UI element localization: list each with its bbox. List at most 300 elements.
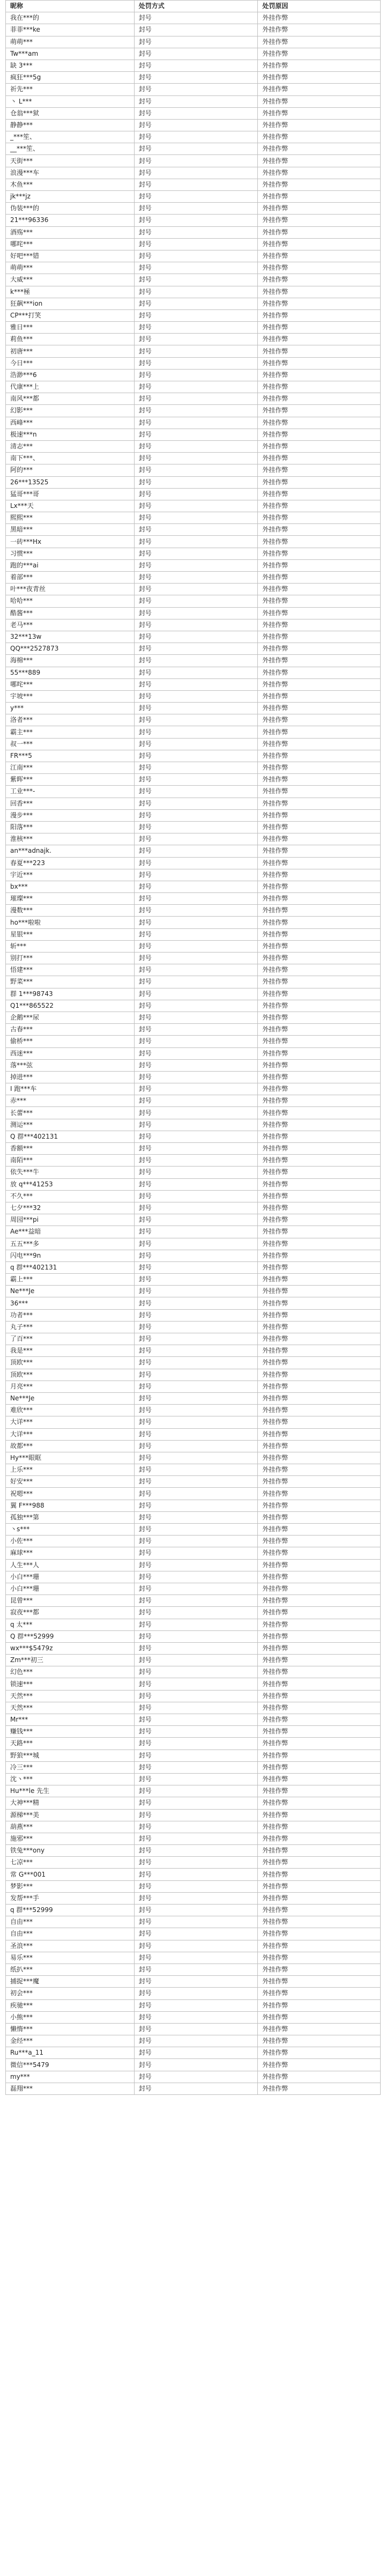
cell-reason: 外挂作弊 bbox=[258, 274, 381, 286]
table-row bbox=[6, 1440, 381, 1452]
cell-penalty: 封号 bbox=[134, 774, 258, 786]
cell-penalty: 封号 bbox=[134, 357, 258, 369]
cell-penalty: 封号 bbox=[134, 322, 258, 334]
cell-penalty: 封号 bbox=[134, 191, 258, 203]
cell-nickname: 易乐*** bbox=[6, 1952, 135, 1964]
cell-reason: 外挂作弊 bbox=[258, 1905, 381, 1916]
cell-reason: 外挂作弊 bbox=[258, 1131, 381, 1142]
cell-nickname: 哪咤*** bbox=[6, 238, 135, 250]
table-row bbox=[6, 738, 381, 750]
cell-reason: 外挂作弊 bbox=[258, 2035, 381, 2047]
cell-penalty: 封号 bbox=[134, 2035, 258, 2047]
cell-penalty: 封号 bbox=[134, 215, 258, 226]
cell-reason: 外挂作弊 bbox=[258, 1773, 381, 1785]
cell-reason: 外挂作弊 bbox=[258, 1999, 381, 2011]
table-row bbox=[6, 1976, 381, 1988]
cell-reason: 外挂作弊 bbox=[258, 1071, 381, 1083]
cell-reason: 外挂作弊 bbox=[258, 1000, 381, 1012]
cell-penalty: 封号 bbox=[134, 1321, 258, 1333]
table-row bbox=[6, 1381, 381, 1392]
cell-penalty: 封号 bbox=[134, 345, 258, 357]
cell-penalty: 封号 bbox=[134, 1059, 258, 1071]
table-row bbox=[6, 1071, 381, 1083]
cell-reason: 外挂作弊 bbox=[258, 940, 381, 952]
cell-penalty: 封号 bbox=[134, 1642, 258, 1654]
cell-penalty: 封号 bbox=[134, 845, 258, 857]
cell-nickname: 小熊*** bbox=[6, 2011, 135, 2023]
cell-reason: 外挂作弊 bbox=[258, 738, 381, 750]
cell-nickname: 西峰*** bbox=[6, 417, 135, 429]
cell-penalty: 封号 bbox=[134, 667, 258, 678]
cell-reason: 外挂作弊 bbox=[258, 1619, 381, 1630]
cell-nickname: 菲菲***ke bbox=[6, 24, 135, 36]
table-row bbox=[6, 1761, 381, 1773]
cell-reason: 外挂作弊 bbox=[258, 762, 381, 774]
cell-penalty: 封号 bbox=[134, 821, 258, 833]
cell-penalty: 封号 bbox=[134, 1500, 258, 1511]
table-row bbox=[6, 1905, 381, 1916]
cell-nickname: 野狼***城 bbox=[6, 1750, 135, 1761]
cell-reason: 外挂作弊 bbox=[258, 1511, 381, 1523]
table-row bbox=[6, 1095, 381, 1107]
cell-reason: 外挂作弊 bbox=[258, 1916, 381, 1928]
cell-penalty: 封号 bbox=[134, 334, 258, 345]
cell-nickname: 天然*** bbox=[6, 1702, 135, 1714]
cell-reason: 外挂作弊 bbox=[258, 1428, 381, 1440]
cell-penalty: 封号 bbox=[134, 1571, 258, 1583]
cell-penalty: 封号 bbox=[134, 1785, 258, 1797]
cell-reason: 外挂作弊 bbox=[258, 1167, 381, 1178]
table-row bbox=[6, 1773, 381, 1785]
table-row bbox=[6, 48, 381, 60]
table-row bbox=[6, 357, 381, 369]
cell-reason: 外挂作弊 bbox=[258, 1988, 381, 1999]
cell-reason: 外挂作弊 bbox=[258, 1286, 381, 1297]
cell-nickname: 习惯*** bbox=[6, 548, 135, 559]
cell-reason: 外挂作弊 bbox=[258, 464, 381, 476]
cell-penalty: 封号 bbox=[134, 500, 258, 512]
cell-penalty: 封号 bbox=[134, 833, 258, 845]
cell-reason: 外挂作弊 bbox=[258, 572, 381, 584]
table-row bbox=[6, 1119, 381, 1131]
cell-reason: 外挂作弊 bbox=[258, 1119, 381, 1131]
cell-penalty: 封号 bbox=[134, 155, 258, 167]
cell-penalty: 封号 bbox=[134, 1250, 258, 1261]
cell-reason: 外挂作弊 bbox=[258, 726, 381, 738]
cell-penalty: 封号 bbox=[134, 1143, 258, 1155]
cell-reason: 外挂作弊 bbox=[258, 690, 381, 702]
table-row bbox=[6, 1333, 381, 1345]
cell-nickname: 我在***的 bbox=[6, 12, 135, 24]
table-row bbox=[6, 1131, 381, 1142]
cell-reason: 外挂作弊 bbox=[258, 131, 381, 143]
table-row bbox=[6, 1880, 381, 1892]
cell-reason: 外挂作弊 bbox=[258, 476, 381, 488]
cell-penalty: 封号 bbox=[134, 179, 258, 190]
cell-penalty: 封号 bbox=[134, 309, 258, 321]
cell-nickname: 铁兔***ony bbox=[6, 1845, 135, 1857]
cell-nickname: 悟建*** bbox=[6, 964, 135, 976]
cell-reason: 外挂作弊 bbox=[258, 1547, 381, 1559]
cell-nickname: 了百*** bbox=[6, 1333, 135, 1345]
cell-penalty: 封号 bbox=[134, 1619, 258, 1630]
cell-nickname: 周园***pi bbox=[6, 1214, 135, 1226]
cell-penalty: 封号 bbox=[134, 1761, 258, 1773]
cell-penalty: 封号 bbox=[134, 631, 258, 643]
cell-penalty: 封号 bbox=[134, 1988, 258, 1999]
table-row bbox=[6, 774, 381, 786]
cell-penalty: 封号 bbox=[134, 1464, 258, 1476]
cell-reason: 外挂作弊 bbox=[258, 964, 381, 976]
cell-penalty: 封号 bbox=[134, 405, 258, 417]
cell-penalty: 封号 bbox=[134, 298, 258, 309]
table-row bbox=[6, 167, 381, 179]
cell-penalty: 封号 bbox=[134, 1107, 258, 1119]
table-row bbox=[6, 1928, 381, 1940]
cell-penalty: 封号 bbox=[134, 512, 258, 524]
cell-nickname: 宇近*** bbox=[6, 869, 135, 881]
cell-nickname: 小佐*** bbox=[6, 1536, 135, 1547]
table-row bbox=[6, 131, 381, 143]
cell-nickname: 顶欧*** bbox=[6, 1369, 135, 1381]
cell-nickname: 莉鱼*** bbox=[6, 334, 135, 345]
table-row bbox=[6, 1309, 381, 1321]
cell-penalty: 封号 bbox=[134, 1488, 258, 1500]
cell-reason: 外挂作弊 bbox=[258, 1845, 381, 1857]
cell-penalty: 封号 bbox=[134, 1131, 258, 1142]
table-row bbox=[6, 262, 381, 274]
cell-reason: 外挂作弊 bbox=[258, 2059, 381, 2071]
cell-penalty: 封号 bbox=[134, 678, 258, 690]
table-row bbox=[6, 1405, 381, 1416]
cell-nickname: 55***889 bbox=[6, 667, 135, 678]
cell-reason: 外挂作弊 bbox=[258, 440, 381, 452]
cell-nickname: 源梯***美 bbox=[6, 1809, 135, 1821]
table-row bbox=[6, 1226, 381, 1238]
cell-reason: 外挂作弊 bbox=[258, 1690, 381, 1702]
cell-nickname: 霸上*** bbox=[6, 1274, 135, 1286]
cell-nickname: 熙熙*** bbox=[6, 512, 135, 524]
table-row bbox=[6, 1024, 381, 1036]
cell-reason: 外挂作弊 bbox=[258, 1464, 381, 1476]
table-row bbox=[6, 1107, 381, 1119]
cell-nickname: Q1***865522 bbox=[6, 1000, 135, 1012]
cell-penalty: 封号 bbox=[134, 1809, 258, 1821]
cell-nickname: 漫步*** bbox=[6, 809, 135, 821]
cell-nickname: 依失***牛 bbox=[6, 1167, 135, 1178]
table-row bbox=[6, 1261, 381, 1273]
table-row bbox=[6, 976, 381, 988]
cell-reason: 外挂作弊 bbox=[258, 512, 381, 524]
cell-reason: 外挂作弊 bbox=[258, 1630, 381, 1642]
cell-penalty: 封号 bbox=[134, 750, 258, 762]
ban-list-table bbox=[5, 0, 381, 2095]
cell-reason: 外挂作弊 bbox=[258, 1964, 381, 1975]
table-row bbox=[6, 798, 381, 809]
cell-reason: 外挂作弊 bbox=[258, 1666, 381, 1678]
cell-reason: 外挂作弊 bbox=[258, 548, 381, 559]
cell-penalty: 封号 bbox=[134, 905, 258, 917]
table-row bbox=[6, 1238, 381, 1250]
table-row bbox=[6, 809, 381, 821]
cell-penalty: 封号 bbox=[134, 95, 258, 107]
table-row bbox=[6, 762, 381, 774]
table-row bbox=[6, 833, 381, 845]
cell-penalty: 封号 bbox=[134, 1738, 258, 1750]
table-row bbox=[6, 488, 381, 500]
cell-reason: 外挂作弊 bbox=[258, 809, 381, 821]
column-header-reason: 处罚原因 bbox=[258, 1, 381, 12]
cell-penalty: 封号 bbox=[134, 976, 258, 988]
table-row bbox=[6, 417, 381, 429]
cell-reason: 外挂作弊 bbox=[258, 1880, 381, 1892]
table-row bbox=[6, 36, 381, 48]
cell-reason: 外挂作弊 bbox=[258, 298, 381, 309]
table-row bbox=[6, 584, 381, 595]
cell-reason: 外挂作弊 bbox=[258, 976, 381, 988]
cell-reason: 外挂作弊 bbox=[258, 1797, 381, 1809]
cell-nickname: 闪电***9n bbox=[6, 1250, 135, 1261]
cell-penalty: 封号 bbox=[134, 1821, 258, 1833]
cell-reason: 外挂作弊 bbox=[258, 1261, 381, 1273]
cell-nickname: 丶 L*** bbox=[6, 95, 135, 107]
table-row bbox=[6, 595, 381, 607]
cell-nickname: 幻影*** bbox=[6, 405, 135, 417]
cell-penalty: 封号 bbox=[134, 1155, 258, 1167]
cell-penalty: 封号 bbox=[134, 286, 258, 298]
cell-penalty: 封号 bbox=[134, 1750, 258, 1761]
cell-penalty: 封号 bbox=[134, 369, 258, 381]
table-row bbox=[6, 453, 381, 464]
table-row bbox=[6, 72, 381, 84]
cell-reason: 外挂作弊 bbox=[258, 72, 381, 84]
cell-penalty: 封号 bbox=[134, 203, 258, 215]
cell-reason: 外挂作弊 bbox=[258, 381, 381, 393]
cell-penalty: 封号 bbox=[134, 798, 258, 809]
cell-nickname: 长蕾*** bbox=[6, 1107, 135, 1119]
table-row bbox=[6, 869, 381, 881]
table-row bbox=[6, 1809, 381, 1821]
table-row bbox=[6, 1286, 381, 1297]
cell-reason: 外挂作弊 bbox=[258, 369, 381, 381]
table-row bbox=[6, 643, 381, 655]
cell-nickname: 葫燕*** bbox=[6, 1821, 135, 1833]
cell-nickname: Lx***天 bbox=[6, 500, 135, 512]
cell-reason: 外挂作弊 bbox=[258, 655, 381, 667]
cell-reason: 外挂作弊 bbox=[258, 1095, 381, 1107]
cell-penalty: 封号 bbox=[134, 1381, 258, 1392]
cell-reason: 外挂作弊 bbox=[258, 1155, 381, 1167]
cell-reason: 外挂作弊 bbox=[258, 1024, 381, 1036]
cell-penalty: 封号 bbox=[134, 1000, 258, 1012]
cell-reason: 外挂作弊 bbox=[258, 48, 381, 60]
cell-nickname: 五五***多 bbox=[6, 1238, 135, 1250]
cell-reason: 外挂作弊 bbox=[258, 60, 381, 71]
cell-reason: 外挂作弊 bbox=[258, 1012, 381, 1023]
table-row bbox=[6, 429, 381, 440]
table-row bbox=[6, 1797, 381, 1809]
table-row bbox=[6, 274, 381, 286]
table-row bbox=[6, 1785, 381, 1797]
cell-penalty: 封号 bbox=[134, 1524, 258, 1536]
cell-penalty: 封号 bbox=[134, 1547, 258, 1559]
cell-reason: 外挂作弊 bbox=[258, 2083, 381, 2094]
cell-penalty: 封号 bbox=[134, 1428, 258, 1440]
cell-reason: 外挂作弊 bbox=[258, 1083, 381, 1095]
cell-penalty: 封号 bbox=[134, 607, 258, 619]
cell-penalty: 封号 bbox=[134, 690, 258, 702]
cell-penalty: 封号 bbox=[134, 24, 258, 36]
cell-nickname: 野菜*** bbox=[6, 976, 135, 988]
cell-reason: 外挂作弊 bbox=[258, 607, 381, 619]
cell-penalty: 封号 bbox=[134, 2023, 258, 2035]
cell-penalty: 封号 bbox=[134, 1440, 258, 1452]
table-row bbox=[6, 1167, 381, 1178]
cell-penalty: 封号 bbox=[134, 1595, 258, 1607]
cell-penalty: 封号 bbox=[134, 738, 258, 750]
cell-penalty: 封号 bbox=[134, 1178, 258, 1190]
cell-nickname: 狂飙***ion bbox=[6, 298, 135, 309]
cell-penalty: 封号 bbox=[134, 2071, 258, 2083]
table-row bbox=[6, 821, 381, 833]
table-header-row bbox=[6, 1, 381, 12]
table-row bbox=[6, 179, 381, 190]
cell-reason: 外挂作弊 bbox=[258, 1178, 381, 1190]
cell-nickname: Hu***le 先生 bbox=[6, 1785, 135, 1797]
cell-nickname: 哈哈*** bbox=[6, 595, 135, 607]
table-row bbox=[6, 1559, 381, 1571]
cell-reason: 外挂作弊 bbox=[258, 1416, 381, 1428]
cell-nickname: k***極 bbox=[6, 286, 135, 298]
cell-penalty: 封号 bbox=[134, 1274, 258, 1286]
column-header-penalty: 处罚方式 bbox=[134, 1, 258, 12]
cell-reason: 外挂作弊 bbox=[258, 703, 381, 714]
cell-nickname: 锁速*** bbox=[6, 1678, 135, 1690]
cell-reason: 外挂作弊 bbox=[258, 1500, 381, 1511]
cell-reason: 外挂作弊 bbox=[258, 262, 381, 274]
cell-nickname: 南陌*** bbox=[6, 1155, 135, 1167]
table-row bbox=[6, 1690, 381, 1702]
cell-penalty: 封号 bbox=[134, 143, 258, 155]
cell-reason: 外挂作弊 bbox=[258, 286, 381, 298]
cell-penalty: 封号 bbox=[134, 1940, 258, 1952]
cell-reason: 外挂作弊 bbox=[258, 1381, 381, 1392]
cell-penalty: 封号 bbox=[134, 1928, 258, 1940]
cell-nickname: 浩渺***6 bbox=[6, 369, 135, 381]
cell-reason: 外挂作弊 bbox=[258, 1250, 381, 1261]
cell-nickname: 洛者*** bbox=[6, 714, 135, 726]
cell-penalty: 封号 bbox=[134, 381, 258, 393]
cell-nickname: ho***啦啦 bbox=[6, 917, 135, 928]
cell-reason: 外挂作弊 bbox=[258, 953, 381, 964]
cell-reason: 外挂作弊 bbox=[258, 1476, 381, 1488]
table-row bbox=[6, 381, 381, 393]
table-row bbox=[6, 2011, 381, 2023]
table-row bbox=[6, 512, 381, 524]
cell-reason: 外挂作弊 bbox=[258, 12, 381, 24]
cell-reason: 外挂作弊 bbox=[258, 2071, 381, 2083]
cell-penalty: 封号 bbox=[134, 524, 258, 536]
cell-nickname: Q 群***52999 bbox=[6, 1630, 135, 1642]
cell-penalty: 封号 bbox=[134, 1797, 258, 1809]
cell-reason: 外挂作弊 bbox=[258, 1392, 381, 1404]
table-row bbox=[6, 1642, 381, 1654]
table-row bbox=[6, 1857, 381, 1869]
cell-penalty: 封号 bbox=[134, 940, 258, 952]
cell-nickname: 回香*** bbox=[6, 798, 135, 809]
cell-nickname: 南下***、 bbox=[6, 453, 135, 464]
table-row bbox=[6, 1726, 381, 1738]
table-row bbox=[6, 1155, 381, 1167]
cell-nickname: 不久*** bbox=[6, 1190, 135, 1202]
cell-penalty: 封号 bbox=[134, 584, 258, 595]
table-row bbox=[6, 155, 381, 167]
cell-reason: 外挂作弊 bbox=[258, 1761, 381, 1773]
table-row bbox=[6, 559, 381, 571]
cell-penalty: 封号 bbox=[134, 1905, 258, 1916]
cell-nickname: 祝嗯*** bbox=[6, 1488, 135, 1500]
table-row bbox=[6, 917, 381, 928]
cell-penalty: 封号 bbox=[134, 1583, 258, 1595]
cell-nickname: 捕捉***魔 bbox=[6, 1976, 135, 1988]
cell-reason: 外挂作弊 bbox=[258, 917, 381, 928]
cell-reason: 外挂作弊 bbox=[258, 191, 381, 203]
cell-penalty: 封号 bbox=[134, 1690, 258, 1702]
cell-nickname: Ae***益暗 bbox=[6, 1226, 135, 1238]
table-row bbox=[6, 1524, 381, 1536]
cell-reason: 外挂作弊 bbox=[258, 559, 381, 571]
cell-penalty: 封号 bbox=[134, 1607, 258, 1619]
cell-nickname: I 跑***车 bbox=[6, 1083, 135, 1095]
cell-nickname: y*** bbox=[6, 703, 135, 714]
table-row bbox=[6, 1940, 381, 1952]
cell-penalty: 封号 bbox=[134, 928, 258, 940]
cell-reason: 外挂作弊 bbox=[258, 1059, 381, 1071]
table-row bbox=[6, 2083, 381, 2094]
cell-penalty: 封号 bbox=[134, 643, 258, 655]
cell-nickname: 阳落*** bbox=[6, 821, 135, 833]
cell-nickname: 施邪*** bbox=[6, 1833, 135, 1844]
cell-penalty: 封号 bbox=[134, 1857, 258, 1869]
table-row bbox=[6, 2071, 381, 2083]
cell-reason: 外挂作弊 bbox=[258, 1702, 381, 1714]
table-row bbox=[6, 1345, 381, 1357]
cell-reason: 外挂作弊 bbox=[258, 1369, 381, 1381]
cell-nickname: 赤*** bbox=[6, 1095, 135, 1107]
cell-reason: 外挂作弊 bbox=[258, 393, 381, 405]
cell-reason: 外挂作弊 bbox=[258, 774, 381, 786]
cell-penalty: 封号 bbox=[134, 393, 258, 405]
cell-penalty: 封号 bbox=[134, 917, 258, 928]
table-row bbox=[6, 1630, 381, 1642]
cell-reason: 外挂作弊 bbox=[258, 36, 381, 48]
cell-nickname: 孤独***第 bbox=[6, 1511, 135, 1523]
cell-penalty: 封号 bbox=[134, 476, 258, 488]
cell-nickname: 酷酱*** bbox=[6, 607, 135, 619]
cell-nickname: Ru***a_11 bbox=[6, 2047, 135, 2059]
cell-reason: 外挂作弊 bbox=[258, 1571, 381, 1583]
cell-nickname: 天街*** bbox=[6, 155, 135, 167]
cell-nickname: 江南*** bbox=[6, 762, 135, 774]
cell-reason: 外挂作弊 bbox=[258, 119, 381, 131]
cell-penalty: 封号 bbox=[134, 429, 258, 440]
cell-reason: 外挂作弊 bbox=[258, 857, 381, 869]
cell-reason: 外挂作弊 bbox=[258, 536, 381, 548]
cell-reason: 外挂作弊 bbox=[258, 584, 381, 595]
table-row bbox=[6, 1000, 381, 1012]
cell-nickname: 好安*** bbox=[6, 1476, 135, 1488]
table-row bbox=[6, 1536, 381, 1547]
